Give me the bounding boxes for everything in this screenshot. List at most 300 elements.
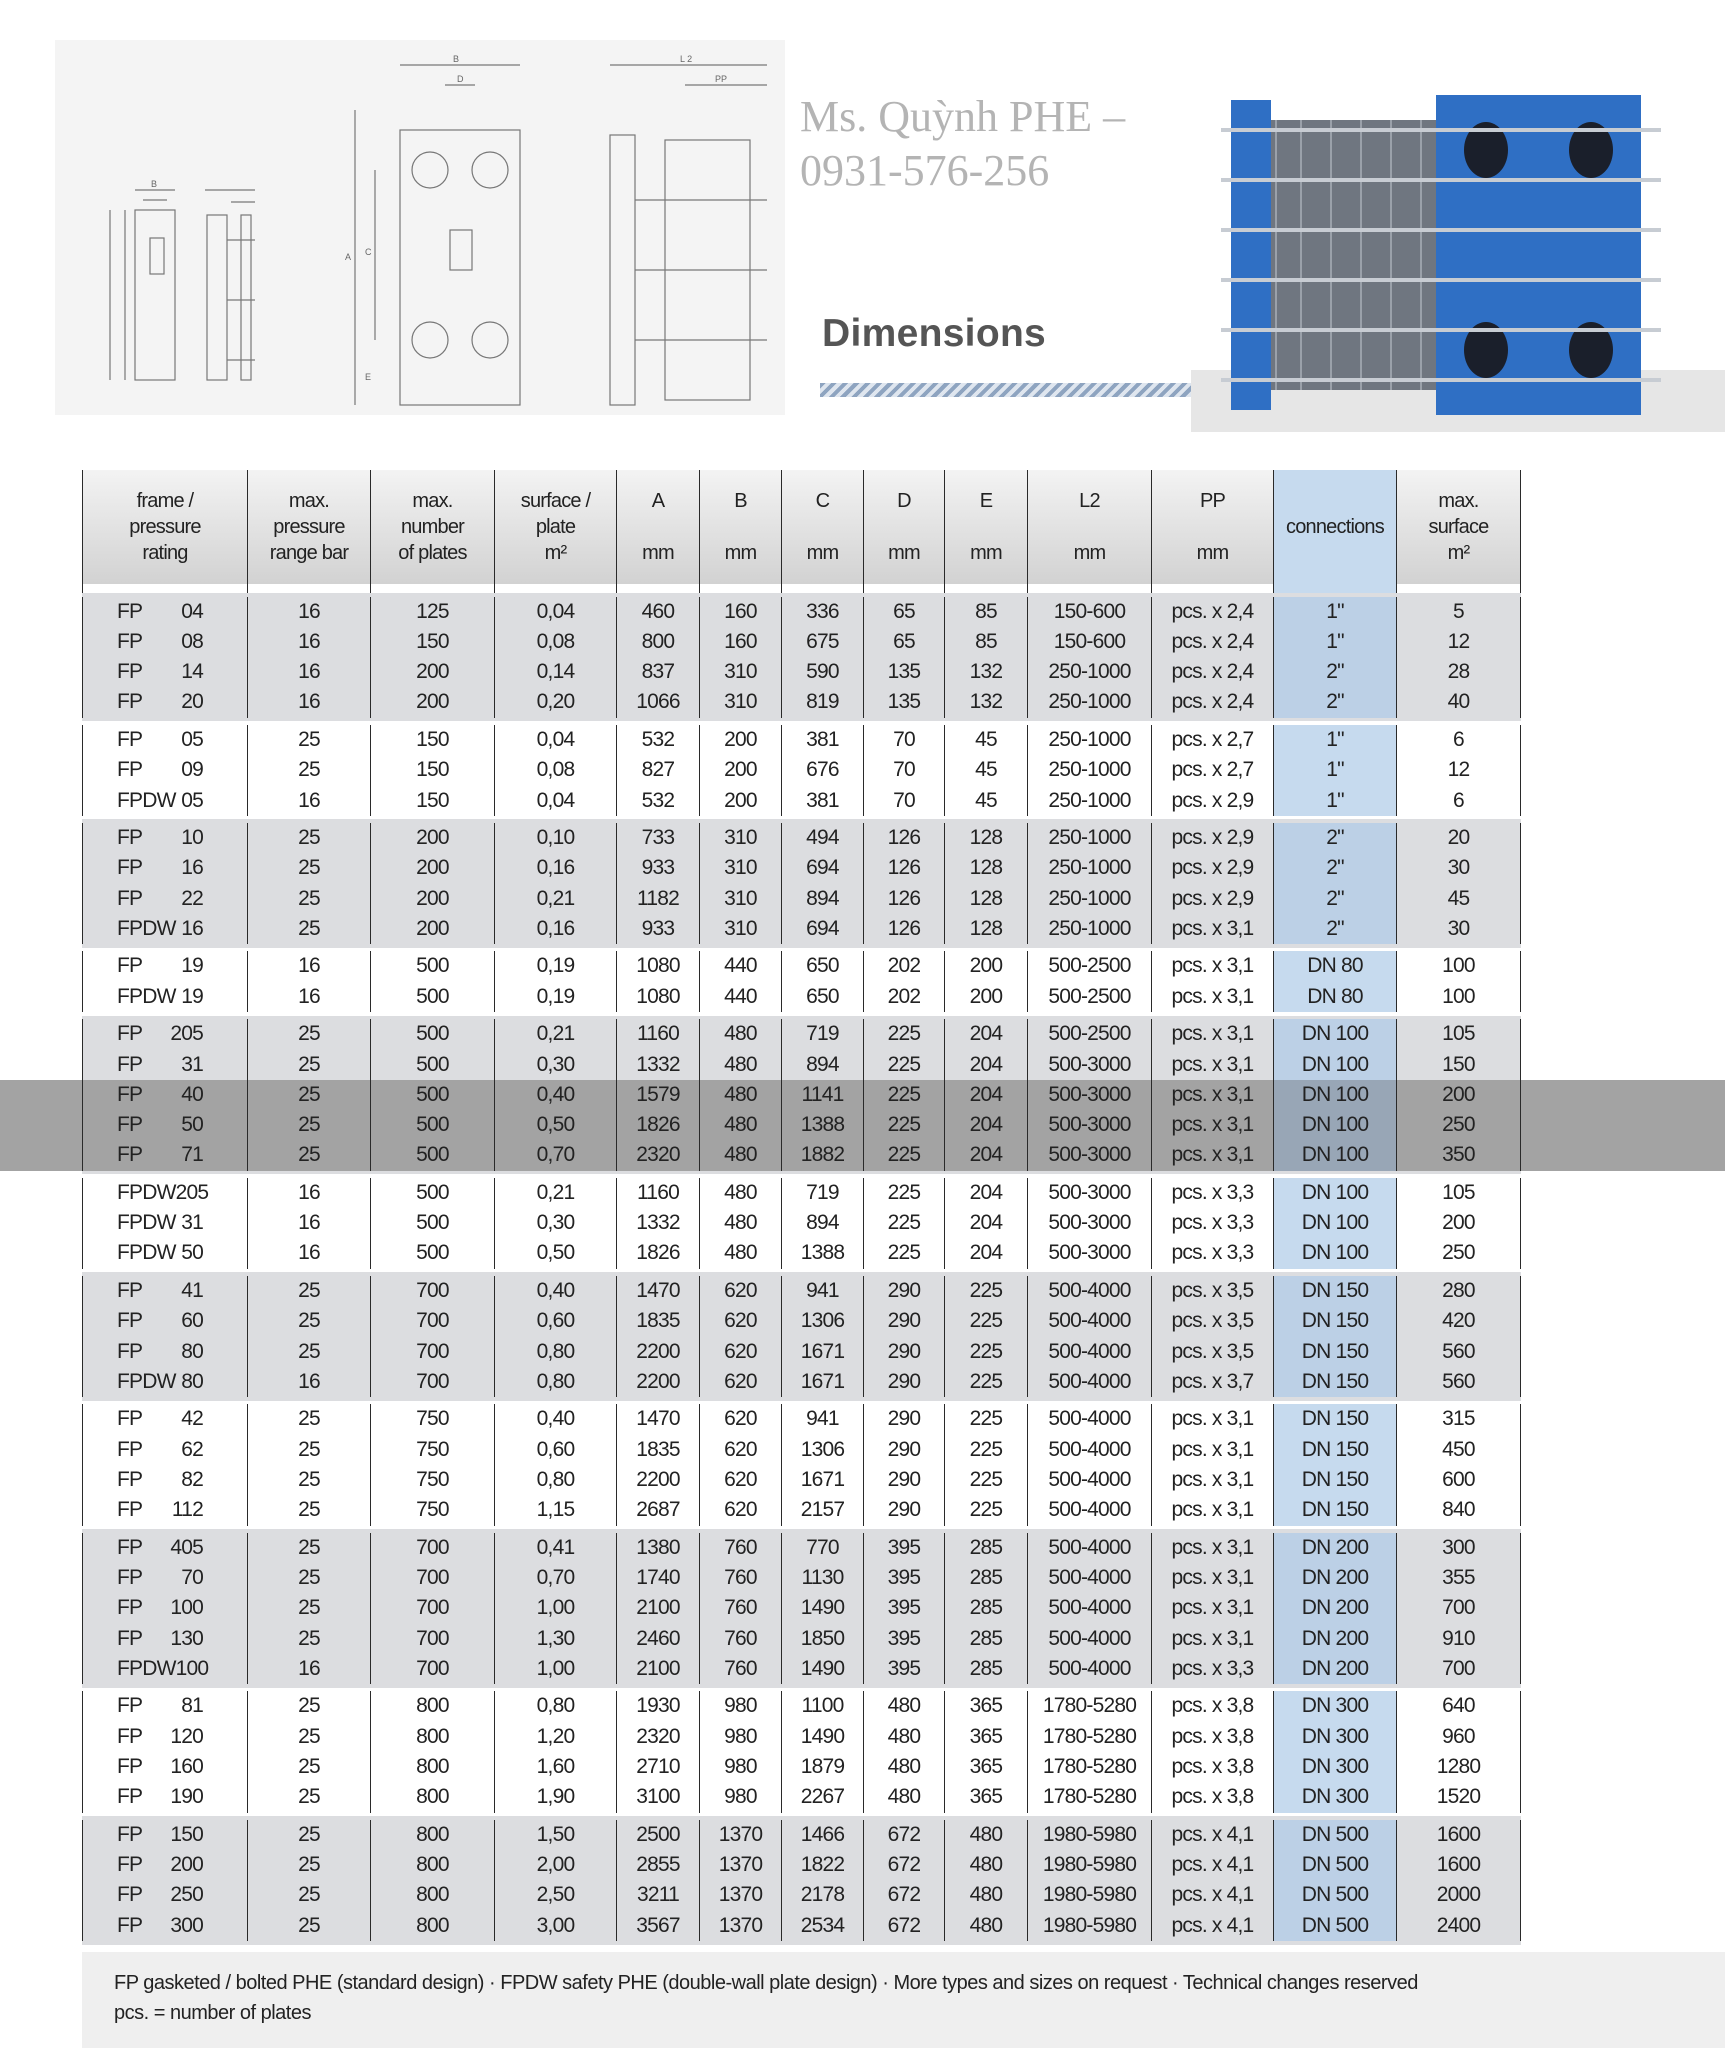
table-cell: 25 [247,1465,370,1495]
table-cell: 1835 [616,1306,699,1336]
table-cell: 700 [370,1276,494,1306]
column-header-line: m² [1447,542,1470,564]
table-cell: 800 [370,1880,494,1910]
table-row [82,1782,1521,1812]
table-cell: 12 [1396,627,1521,657]
table-row [82,1208,1521,1238]
table-cell: DN 150 [1273,1337,1396,1367]
table-row [82,597,1521,627]
label-c: C [365,247,372,257]
table-cell: 1388 [781,1110,863,1140]
table-cell: 750 [370,1404,494,1434]
table-cell: 25 [247,1593,370,1623]
table-cell: 837 [616,657,699,687]
table-cell: 2320 [616,1722,699,1752]
table-cell: 2200 [616,1367,699,1397]
frame-type: FP [117,1853,143,1877]
table-cell: 395 [863,1533,944,1563]
spacer-cell [82,584,247,593]
table-cell: 500-4000 [1027,1435,1151,1465]
table-cell: 980 [699,1722,781,1752]
table-cell: 0,60 [494,1435,616,1465]
table-cell: 25 [247,853,370,883]
table-cell: 225 [944,1276,1027,1306]
table-cell: 290 [863,1337,944,1367]
table-cell: 480 [863,1752,944,1782]
table-cell: pcs. x 3,1 [1151,1533,1273,1563]
table-cell: 1,00 [494,1593,616,1623]
table-cell: 480 [699,1110,781,1140]
table-cell: 1160 [616,1178,699,1208]
table-cell: 494 [781,823,863,853]
table-cell: 672 [863,1880,944,1910]
table-cell: 65 [863,597,944,627]
table-cell: 3567 [616,1911,699,1941]
table-cell: DN 500 [1273,1880,1396,1910]
table-cell: pcs. x 3,5 [1151,1276,1273,1306]
column-header [781,470,863,584]
table-cell: 25 [247,1624,370,1654]
column-header-line: mm [888,542,920,564]
table-cell: pcs. x 3,3 [1151,1654,1273,1684]
table-row [82,1110,1521,1140]
frame-cell [82,627,247,657]
table-cell: pcs. x 3,8 [1151,1752,1273,1782]
table-cell: 2" [1273,823,1396,853]
table-cell: 500-3000 [1027,1238,1151,1268]
table-row [82,1593,1521,1623]
frame-size: 50 [181,1113,203,1137]
column-header-line: PP [1199,490,1226,512]
table-cell: 700 [1396,1654,1521,1684]
table-cell: 0,40 [494,1080,616,1110]
table-cell: 480 [944,1850,1027,1880]
column-header [863,470,944,584]
table-cell: 70 [863,755,944,785]
table-cell: 2" [1273,853,1396,883]
table-cell: 1600 [1396,1850,1521,1880]
table-cell: 150-600 [1027,627,1151,657]
table-cell: 65 [863,627,944,657]
frame-type: FP [117,1694,143,1718]
table-cell: 200 [944,982,1027,1012]
table-cell: 480 [863,1782,944,1812]
row-group [82,948,1521,1016]
frame-type: FP [117,758,143,782]
table-cell: 500-4000 [1027,1404,1151,1434]
frame-cell [82,982,247,1012]
table-cell: 150 [370,755,494,785]
table-cell: pcs. x 3,1 [1151,982,1273,1012]
table-cell: 150 [1396,1050,1521,1080]
table-row [82,657,1521,687]
table-cell: 600 [1396,1465,1521,1495]
table-cell: 200 [1396,1080,1521,1110]
table-cell: 6 [1396,725,1521,755]
table-cell: 365 [944,1752,1027,1782]
table-cell: 25 [247,1850,370,1880]
table-cell: 25 [247,1495,370,1525]
table-cell: DN 200 [1273,1533,1396,1563]
table-cell: 1490 [781,1722,863,1752]
table-cell: 980 [699,1782,781,1812]
frame-size: 22 [181,886,203,910]
table-cell: DN 200 [1273,1624,1396,1654]
spacer-cell [1151,584,1273,593]
frame-size: 42 [181,1407,203,1431]
row-group [82,1688,1521,1816]
table-cell: 500-2500 [1027,982,1151,1012]
table-cell: DN 200 [1273,1563,1396,1593]
frame-size: 300 [170,1913,203,1937]
table-cell: 1370 [699,1911,781,1941]
column-header [1273,470,1396,584]
label-a: A [345,252,352,262]
frame-type: FP [117,1913,143,1937]
table-cell: 894 [781,1208,863,1238]
table-cell: 0,20 [494,687,616,717]
column-header-line: mm [1073,542,1106,564]
table-cell: 200 [944,951,1027,981]
table-cell: 1835 [616,1435,699,1465]
table-cell: 202 [863,982,944,1012]
table-row [82,1019,1521,1049]
table-cell: 16 [247,687,370,717]
table-cell: 395 [863,1624,944,1654]
table-cell: 420 [1396,1306,1521,1336]
dimension-drawings [55,40,785,415]
table-cell: 500-4000 [1027,1367,1151,1397]
table-body [82,593,1521,1945]
frame-type: FPDW [117,1369,176,1393]
frame-cell [82,1178,247,1208]
frame-type: FPDW [117,984,176,1008]
table-cell: DN 500 [1273,1911,1396,1941]
column-header-line: pressure [129,516,201,538]
table-cell: 25 [247,1911,370,1941]
table-cell: 105 [1396,1178,1521,1208]
frame-type: FP [117,1785,143,1809]
frame-size: 04 [181,599,203,623]
table-cell: 310 [699,687,781,717]
table-cell: 620 [699,1306,781,1336]
frame-size: 250 [170,1883,203,1907]
frame-cell [82,1722,247,1752]
table-cell: 16 [247,1208,370,1238]
frame-cell [82,914,247,944]
table-cell: 700 [370,1533,494,1563]
table-cell: 200 [370,687,494,717]
column-header-line [864,514,944,540]
table-cell: 16 [247,951,370,981]
table-cell: DN 100 [1273,1238,1396,1268]
table-row [82,627,1521,657]
table-cell: 980 [699,1691,781,1721]
table-cell: 1370 [699,1820,781,1850]
table-cell: 719 [781,1019,863,1049]
table-cell: 0,50 [494,1238,616,1268]
table-cell: 1" [1273,627,1396,657]
table-cell: 5 [1396,597,1521,627]
table-cell: 3100 [616,1782,699,1812]
frame-type: FP [117,954,143,978]
table-cell: 200 [370,853,494,883]
table-cell: 827 [616,755,699,785]
frame-size: 41 [181,1278,203,1302]
table-cell: 25 [247,1691,370,1721]
table-cell: 1,15 [494,1495,616,1525]
column-header-line: of plates [398,542,467,564]
table-cell: 204 [944,1140,1027,1170]
table-cell: 135 [863,657,944,687]
table-cell: 2100 [616,1654,699,1684]
table-cell: 694 [781,853,863,883]
table-cell: 480 [699,1019,781,1049]
column-header-line: mm [970,542,1002,564]
table-cell: 336 [781,597,863,627]
table-cell: 290 [863,1495,944,1525]
table-cell: 250 [1396,1110,1521,1140]
table-cell: DN 100 [1273,1050,1396,1080]
header-spacer [82,584,1521,593]
table-cell: 1490 [781,1593,863,1623]
table-cell: 285 [944,1654,1027,1684]
table-cell: 480 [863,1691,944,1721]
frame-cell [82,1337,247,1367]
table-row [82,1691,1521,1721]
table-cell: pcs. x 4,1 [1151,1880,1273,1910]
table-cell: 700 [370,1654,494,1684]
table-cell: 200 [699,786,781,816]
table-cell: 1141 [781,1080,863,1110]
table-cell: 250-1000 [1027,657,1151,687]
table-cell: 1100 [781,1691,863,1721]
table-cell: 28 [1396,657,1521,687]
table-cell: 2" [1273,914,1396,944]
column-header-line: B [734,490,747,512]
table-cell: 16 [247,1367,370,1397]
table-cell: 0,04 [494,786,616,816]
table-cell: 3211 [616,1880,699,1910]
column-header-line: mm [642,542,674,564]
frame-cell [82,1208,247,1238]
table-cell: 0,70 [494,1140,616,1170]
table-cell: 280 [1396,1276,1521,1306]
table-cell: 0,16 [494,853,616,883]
table-cell: 1,60 [494,1752,616,1782]
table-cell: 1930 [616,1691,699,1721]
table-cell: 200 [699,725,781,755]
table-cell: 760 [699,1533,781,1563]
table-cell: pcs. x 4,1 [1151,1850,1273,1880]
table-cell: 25 [247,1782,370,1812]
frame-cell [82,1880,247,1910]
table-cell: pcs. x 3,5 [1151,1306,1273,1336]
table-row [82,1533,1521,1563]
table-cell: 126 [863,853,944,883]
table-cell: 500-4000 [1027,1624,1151,1654]
table-cell: 395 [863,1654,944,1684]
frame-size: 100 [170,1596,203,1620]
table-cell: DN 100 [1273,1080,1396,1110]
table-cell: 480 [863,1722,944,1752]
label-b-large: B [453,54,460,64]
table-cell: 440 [699,982,781,1012]
table-cell: 0,21 [494,884,616,914]
table-cell: 719 [781,1178,863,1208]
table-cell: pcs. x 2,9 [1151,853,1273,883]
row-group [82,1016,1521,1175]
table-cell: 225 [944,1465,1027,1495]
table-row [82,1178,1521,1208]
table-cell: 500-3000 [1027,1050,1151,1080]
table-cell: 1780-5280 [1027,1752,1151,1782]
table-cell: 1,50 [494,1820,616,1850]
frame-type: FP [117,1143,143,1167]
table-cell: 25 [247,755,370,785]
table-cell: 25 [247,1435,370,1465]
table-cell: 500 [370,1080,494,1110]
table-cell: 128 [944,853,1027,883]
row-group [82,1272,1521,1400]
table-cell: 365 [944,1782,1027,1812]
table-cell: 250-1000 [1027,884,1151,914]
column-header [247,470,370,584]
table-cell: pcs. x 2,7 [1151,725,1273,755]
column-header-line: range bar [269,542,349,564]
table-cell: 225 [944,1404,1027,1434]
frame-cell [82,786,247,816]
table-cell: 225 [863,1050,944,1080]
frame-type: FP [117,1052,143,1076]
frame-cell [82,1404,247,1434]
table-cell: 225 [863,1238,944,1268]
table-cell: 85 [944,597,1027,627]
table-cell: pcs. x 3,8 [1151,1691,1273,1721]
table-cell: 760 [699,1563,781,1593]
column-header-line: frame / [136,490,194,512]
table-cell: 1,30 [494,1624,616,1654]
table-cell: 480 [699,1080,781,1110]
table-cell: 1600 [1396,1820,1521,1850]
table-row [82,853,1521,883]
table-cell: DN 150 [1273,1435,1396,1465]
frame-cell [82,755,247,785]
table-cell: DN 150 [1273,1495,1396,1525]
table-cell: 160 [699,597,781,627]
table-cell: 25 [247,1110,370,1140]
table-cell: 1130 [781,1563,863,1593]
table-cell: 2200 [616,1465,699,1495]
table-cell: 310 [699,823,781,853]
table-cell: 1980-5980 [1027,1911,1151,1941]
table-cell: 25 [247,1306,370,1336]
frame-type: FP [117,1566,143,1589]
table-cell: pcs. x 2,4 [1151,597,1273,627]
frame-type: FP [117,629,143,653]
table-cell: 2500 [616,1820,699,1850]
frame-size: 16 [181,916,203,940]
table-cell: 620 [699,1495,781,1525]
frame-size: 31 [181,1052,203,1076]
table-cell: 960 [1396,1722,1521,1752]
spacer-cell [944,584,1027,593]
table-cell: 500 [370,951,494,981]
frame-type: FP [117,1437,143,1461]
table-row [82,1337,1521,1367]
frame-cell [82,1110,247,1140]
table-cell: 3,00 [494,1911,616,1941]
frame-type: FP [117,1724,143,1748]
table-cell: 2200 [616,1337,699,1367]
frame-type: FPDW [117,1241,176,1265]
table-cell: 16 [247,1654,370,1684]
column-header-line: mm [806,542,839,564]
table-cell: 1332 [616,1208,699,1238]
table-cell: 819 [781,687,863,717]
table-cell: 16 [247,786,370,816]
table-cell: DN 500 [1273,1820,1396,1850]
table-cell: 250-1000 [1027,823,1151,853]
table-cell: 128 [944,823,1027,853]
table-cell: 381 [781,725,863,755]
table-cell: 1" [1273,786,1396,816]
table-cell: 980 [699,1752,781,1782]
table-cell: 25 [247,1276,370,1306]
table-cell: 290 [863,1435,944,1465]
frame-type: FP [117,599,143,623]
table-cell: 2" [1273,687,1396,717]
table-cell: 500-4000 [1027,1654,1151,1684]
table-cell: 225 [944,1306,1027,1336]
table-cell: 25 [247,884,370,914]
table-cell: 1980-5980 [1027,1880,1151,1910]
table-cell: 2,50 [494,1880,616,1910]
frame-type: FP [117,727,143,751]
spacer-cell [1396,584,1521,593]
table-cell: DN 80 [1273,982,1396,1012]
table-cell: 1388 [781,1238,863,1268]
table-cell: 1980-5980 [1027,1850,1151,1880]
table-cell: 500 [370,982,494,1012]
frame-cell [82,1850,247,1880]
table-cell: 160 [699,627,781,657]
table-cell: 0,80 [494,1367,616,1397]
table-cell: 910 [1396,1624,1521,1654]
table-cell: pcs. x 3,7 [1151,1367,1273,1397]
label-d: D [457,74,464,84]
column-header-line: C [815,490,830,512]
table-cell: pcs. x 4,1 [1151,1820,1273,1850]
table-cell: 770 [781,1533,863,1563]
frame-cell [82,853,247,883]
frame-cell [82,823,247,853]
table-cell: 204 [944,1238,1027,1268]
column-header-line [945,514,1027,540]
spacer-cell [699,584,781,593]
table-cell: 500-3000 [1027,1208,1151,1238]
table-cell: 250-1000 [1027,725,1151,755]
table-cell: 500 [370,1238,494,1268]
frame-type: FP [117,690,143,714]
table-cell: 694 [781,914,863,944]
table-cell: 1879 [781,1752,863,1782]
table-cell: 0,21 [494,1178,616,1208]
column-header-line [700,514,781,540]
table-cell: DN 100 [1273,1140,1396,1170]
table-cell: 500-4000 [1027,1495,1151,1525]
table-cell: 200 [370,884,494,914]
